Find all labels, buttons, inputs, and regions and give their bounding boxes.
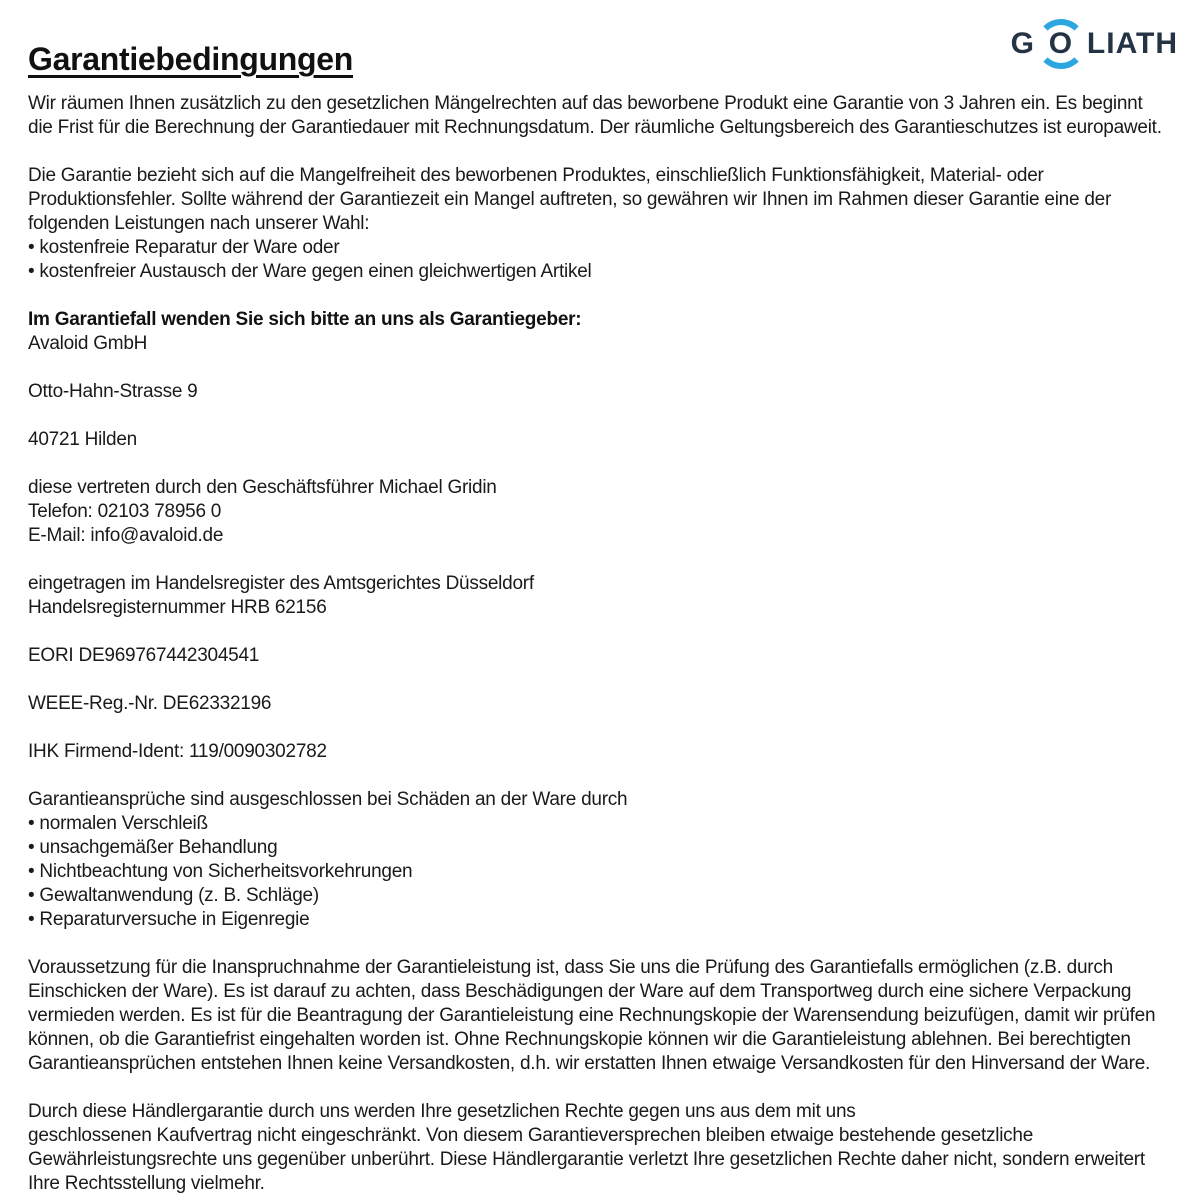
text-line: Einschicken der Ware). Es ist darauf zu achten, dass Beschädigungen der Ware auf dem Transportweg durch eine sichere Verpackung bbox=[28, 981, 1132, 1002]
text-line: Voraussetzung für die Inanspruchnahme der Garantieleistung ist, dass Sie uns die Prüfung des Garantiefalls ermöglichen (z.B. durch bbox=[28, 957, 1113, 978]
blank-line bbox=[28, 140, 1192, 164]
blank-line bbox=[28, 620, 1192, 644]
logo-letter-g: G bbox=[1010, 27, 1035, 60]
text-line: geschlossenen Kaufvertrag nicht eingeschränkt. Von diesem Garantieversprechen bleiben etwaige bestehende gesetzliche bbox=[28, 1125, 1034, 1146]
text-line: • normalen Verschleiß bbox=[28, 813, 208, 834]
text-line: Telefon: 02103 78956 0 bbox=[28, 501, 222, 522]
text-line: Die Garantie bezieht sich auf die Mangelfreiheit des beworbenen Produktes, einschließlich Funktionsfähigkeit, Material- oder bbox=[28, 165, 1044, 186]
blank-line bbox=[28, 764, 1192, 788]
blank-line bbox=[28, 284, 1192, 308]
blank-line bbox=[28, 452, 1192, 476]
text-line: • Nichtbeachtung von Sicherheitsvorkehrungen bbox=[28, 861, 413, 882]
document-body bbox=[28, 92, 1192, 1196]
logo-o-emblem bbox=[1036, 19, 1086, 69]
text-line: Otto-Hahn-Strasse 9 bbox=[28, 381, 198, 402]
text-line: WEEE-Reg.-Nr. DE62332196 bbox=[28, 693, 272, 714]
text-line: Ihre Rechtsstellung vielmehr. bbox=[28, 1173, 265, 1194]
text-line: IHK Firmend-Ident: 119/0090302782 bbox=[28, 741, 327, 762]
text-line: Gewährleistungsrechte uns gegenüber unberührt. Diese Händlergarantie verletzt Ihre gesetzlichen Rechte daher nicht, sondern erweitert bbox=[28, 1149, 1145, 1170]
text-line: Garantieansprüche sind ausgeschlossen bei Schäden an der Ware durch bbox=[28, 789, 628, 810]
text-line: Wir räumen Ihnen zusätzlich zu den gesetzlichen Mängelrechten auf das beworbene Produkt eine Garantie von 3 Jahren ein. Es beginnt bbox=[28, 93, 1143, 114]
blank-line bbox=[28, 404, 1192, 428]
text-line: eingetragen im Handelsregister des Amtsgerichtes Düsseldorf bbox=[28, 573, 534, 594]
logo-letters-liath: LIATH bbox=[1086, 27, 1178, 60]
text-line: folgenden Leistungen nach unserer Wahl: bbox=[28, 213, 370, 234]
section-heading: Im Garantiefall wenden Sie sich bitte an uns als Garantiegeber: bbox=[28, 309, 582, 330]
goliath-logo bbox=[1011, 16, 1178, 72]
text-line: Garantieansprüchen entstehen Ihnen keine Versandkosten, d.h. wir erstatten Ihnen etwaige Versandkosten für den Hinversand der Ware. bbox=[28, 1053, 1151, 1074]
blank-line bbox=[28, 932, 1192, 956]
text-line: EORI DE969767442304541 bbox=[28, 645, 260, 666]
text-line: Handelsregisternummer HRB 62156 bbox=[28, 597, 327, 618]
logo-letter-o: O bbox=[1048, 27, 1074, 60]
text-line: vermieden werden. Es ist für die Beantragung der Garantieleistung eine Rechnungskopie der Warensendung beizufügen, damit wir prüfen bbox=[28, 1005, 1156, 1026]
blank-line bbox=[28, 548, 1192, 572]
text-line: Produktionsfehler. Sollte während der Garantiezeit ein Mangel auftreten, so gewähren wir Ihnen im Rahmen dieser Garantie eine der bbox=[28, 189, 1112, 210]
text-line: • kostenfreier Austausch der Ware gegen einen gleichwertigen Artikel bbox=[28, 261, 592, 282]
blank-line bbox=[28, 668, 1192, 692]
text-line: Durch diese Händlergarantie durch uns werden Ihre gesetzlichen Rechte gegen uns aus dem mit uns bbox=[28, 1101, 856, 1122]
text-line: • Reparaturversuche in Eigenregie bbox=[28, 909, 310, 930]
text-line: • unsachgemäßer Behandlung bbox=[28, 837, 278, 858]
blank-line bbox=[28, 716, 1192, 740]
text-line: • kostenfreie Reparatur der Ware oder bbox=[28, 237, 340, 258]
text-line: können, ob die Garantiefrist eingehalten worden ist. Ohne Rechnungskopie können wir die Garantieleistung ablehnen. Bei berechtigten bbox=[28, 1029, 1131, 1050]
text-line: • Gewaltanwendung (z. B. Schläge) bbox=[28, 885, 319, 906]
text-line: E-Mail: info@avaloid.de bbox=[28, 525, 224, 546]
text-line: Avaloid GmbH bbox=[28, 333, 148, 354]
text-line: die Frist für die Berechnung der Garantiedauer mit Rechnungsdatum. Der räumliche Geltungsbereich des Garantieschutzes ist europaweit. bbox=[28, 117, 1162, 138]
blank-line bbox=[28, 1076, 1192, 1100]
page-title: Garantiebedingungen bbox=[28, 41, 353, 78]
text-line: diese vertreten durch den Geschäftsführer Michael Gridin bbox=[28, 477, 497, 498]
text-line: 40721 Hilden bbox=[28, 429, 137, 450]
blank-line bbox=[28, 356, 1192, 380]
